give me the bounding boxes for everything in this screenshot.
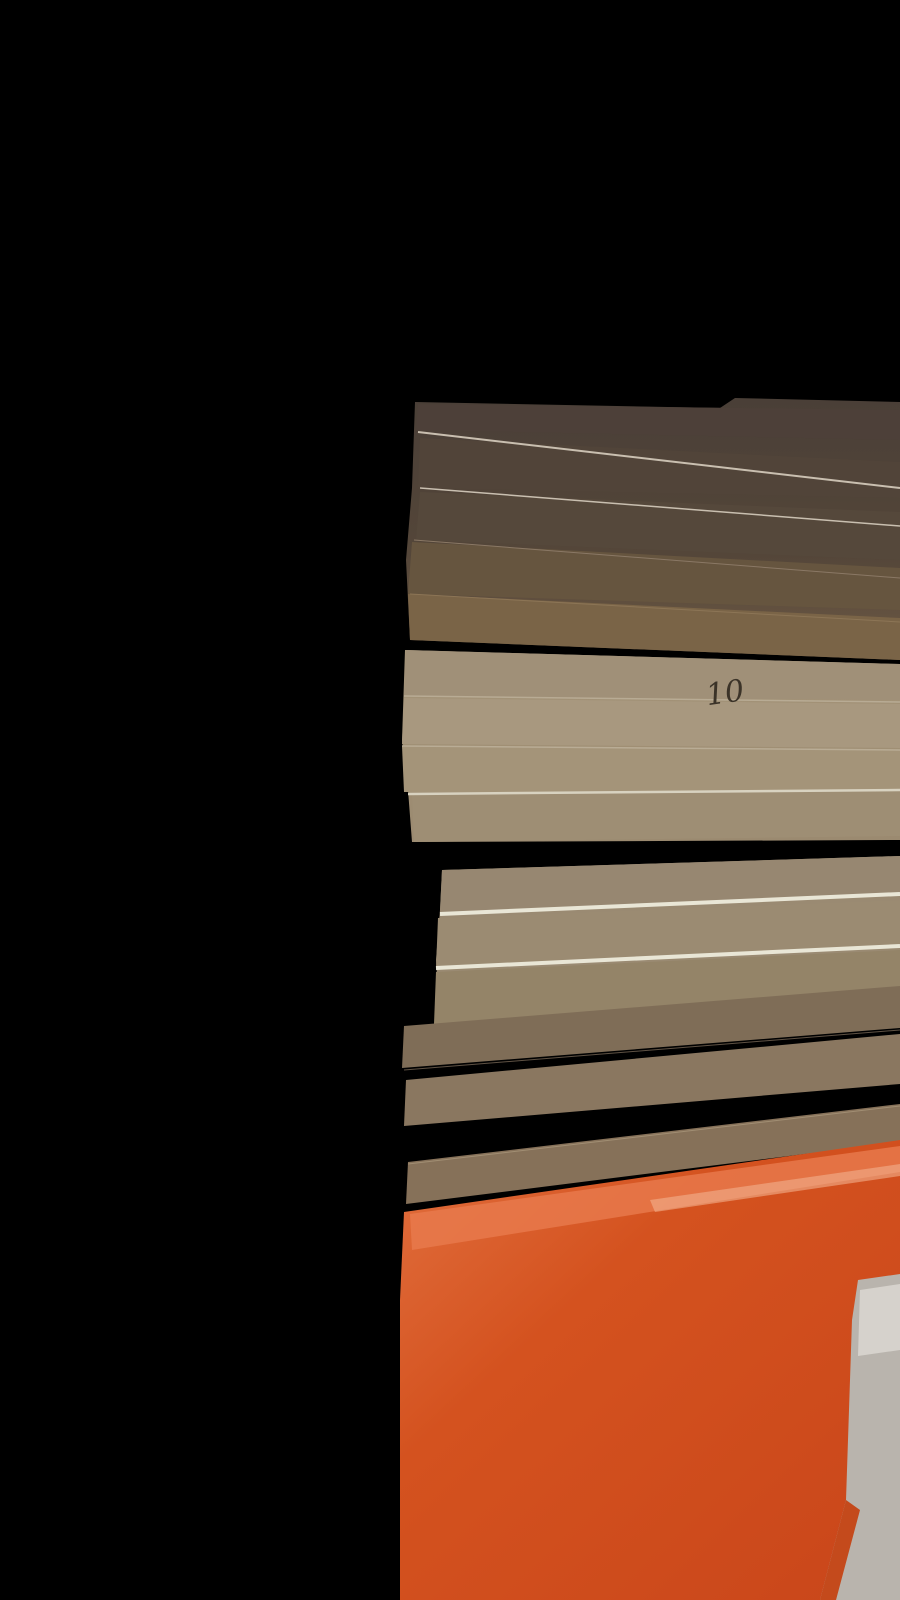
dark-board-stack — [406, 398, 900, 660]
light-board-stack — [402, 650, 900, 842]
handwritten-number: 10 — [703, 673, 747, 714]
orange-bin — [400, 1140, 900, 1600]
